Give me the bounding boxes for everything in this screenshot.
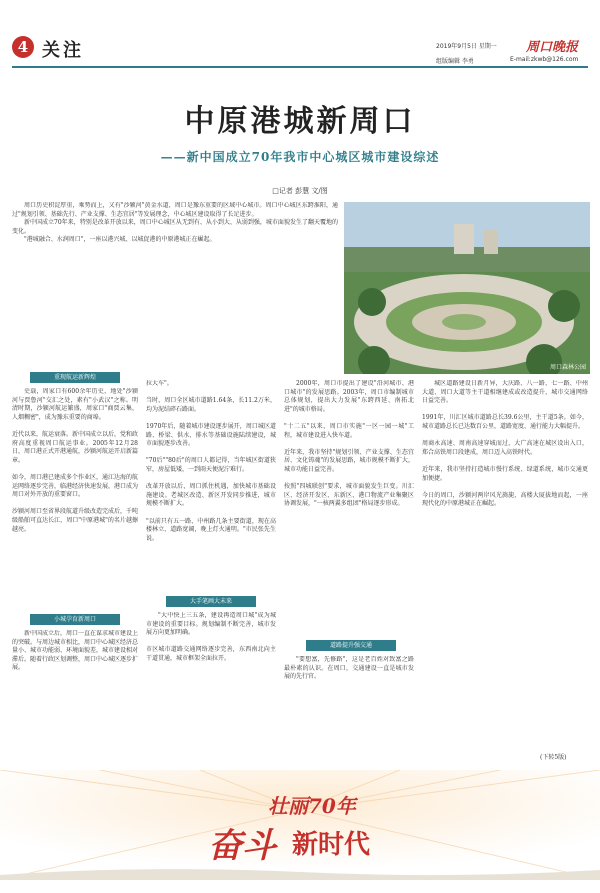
banner-text-2: 奋斗: [208, 826, 276, 866]
section-title-3: 大手笔画大未来: [166, 596, 256, 607]
col3-body: 2000年，周口市提出了建设"沿河城市、港口城市"的发展思路。2003年，周口市编制城市总体规划，提出大力发展"东跨西延、南拓北进"的城市格局。 "十二五"以来，周口市实施"一区一园一城"工程，城市建设进入快车道。 近年来，我市坚持"规划引领、产业支撑、生态宜居、文化铸魂"的发展思路，城市规模不断扩大，城市功能日益完善。 按照"四城联创"要求，城市面貌发生巨变。川汇区、经济开发区、东新区、港口物流产业集聚区协调发展，"一核两翼多组团"格局逐步形成。: [284, 380, 414, 508]
intro-paragraph-3: "港城融合、水润周口"，一座以港兴城、以城促港的中原港城正在崛起。: [24, 236, 216, 244]
park-photo-illustration: [344, 202, 590, 374]
col1-body: 史载，周家口有600余年历史，地处"沙颍河与贾鲁河"交汇之处，素有"小武汉"之称。明清时期，沙颍河航运繁盛，周家口"商贾云集，人烟稠密"，成为豫东重要的商埠。 近代以来，航运衰落。新中国成立以后，党和政府高度重视周口航运事业。2005年12月28日，周口港正式开港通航，沙颍河航运开启新篇章。 如今，周口港已建成多个作业区，通江达海的航运网络逐步完善，临港经济快速发展，港口成为周口对外开放的重要窗口。 沙颍河周口至省界段航道升级改造完成后，千吨级船舶可直达长江，周口"中原港城"的名片越擦越亮。: [12, 388, 138, 533]
article-title: 中原港城新周口: [184, 104, 416, 139]
intro: [12, 202, 338, 314]
col3b-body: "要想富，先修路"，这是老百姓对致富之路最朴素的认识。在周口，交通建设一直是城市发展的先行官。: [284, 656, 414, 681]
col2-body: 拉大车"。 当时，周口全区城市道路1.64条，长11.2万米，均为泥结碎石路面。 1970年后，随着城市建设逐步展开，周口城区道路、桥梁、供水、排水等基础设施陆续建设，城市面貌逐步改善。 "70后""80后"的周口人都记得，当年城区街道狭窄，房屋低矮，一到雨天便泥泞难行。 改革开放以后，周口抓住机遇，加快城市基础设施建设。老城区改造、新区开发同步推进，城市规模不断扩大。 "以前只有五一路、中州路几条主要街道，现在高楼林立、道路宽阔，晚上灯火通明。"市民张先生说。: [146, 380, 276, 542]
newspaper-logo: 周口晚报: [526, 40, 579, 55]
issue-date: 2019年9月5日 星期一: [436, 43, 497, 50]
section-title-1: 重现航运新辉煌: [30, 372, 120, 383]
section-name: 关注: [42, 40, 84, 61]
banner-text-3: 新时代: [292, 830, 371, 860]
editor-line: 组版编辑 李勇: [436, 58, 474, 65]
banner-text-1: 壮丽70年: [268, 794, 356, 818]
intro-paragraph-1: 周口历史积淀厚重，乘势而上，又有"沙颍河"黄金水道，周口是豫东重要的区域中心城市。周口中心城区东跨淮阳，通过"规划引领、基础先行、产业支撑、生态宜居"等发展理念，中心城区建设取得了长足进步。: [12, 202, 338, 218]
col4-body: 城区道路建设日新月异，大庆路、八一路、七一路、中州大道、周口大道等主干道相继建成或改造提升，城市交通网络日益完善。 1991年，川汇区城市道路总长39.6公里，主干道5条。如今，城市道路总长已达数百公里，道路宽度、通行能力大幅提升。 周商永高速、周南高速穿城而过，大广高速在城区设出入口，郑合高铁周口段建成，周口迈入高铁时代。 近年来，我市坚持打造城市慢行系统、绿道系统，城市交通更加便捷。 今日的周口，沙颍河两岸风光旖旎，高楼大厦拔地而起，一座现代化的中原港城正在崛起。: [422, 380, 588, 508]
photo-caption: 周口森林公园: [549, 364, 586, 371]
section-title-2: 小城孕育新周口: [30, 614, 120, 625]
section-title-4: 道路提升强交通: [306, 640, 396, 651]
intro-paragraph-2: 新中国成立70年来，特别是改革开放以来，周口中心城区从无到有、从小到大、从弱到强，城市面貌发生了翻天覆地的变化。: [12, 219, 338, 235]
article-subtitle: ——新中国成立70年我市中心城区城市建设综述: [160, 150, 440, 164]
continued-note: (下转5版): [540, 754, 567, 761]
park-photo: [344, 202, 590, 374]
page-number: 4: [17, 38, 29, 56]
byline: □记者 彭慧 文/图: [272, 187, 328, 195]
col2b-body: "大中快上三五条，建设再造周口城"成为城市建设的重要目标。规划编制不断完善，城市发展方向更加明确。 市区城市道路交通网络逐步完善，东西南北向主干道贯通，城市框架全面拉开。: [146, 612, 276, 662]
header-rule: [12, 66, 588, 68]
email-line: E-mail:zkwb@126.com: [510, 56, 579, 63]
col1b-body: 新中国成立后，周口一直在谋求城市建设上的突破。与周边城市相比，周口中心城区经济总量小、城市功能弱、环境面貌差，城市建设相对滞后。随着行政区划调整，周口中心城区逐步扩展。: [12, 630, 138, 672]
